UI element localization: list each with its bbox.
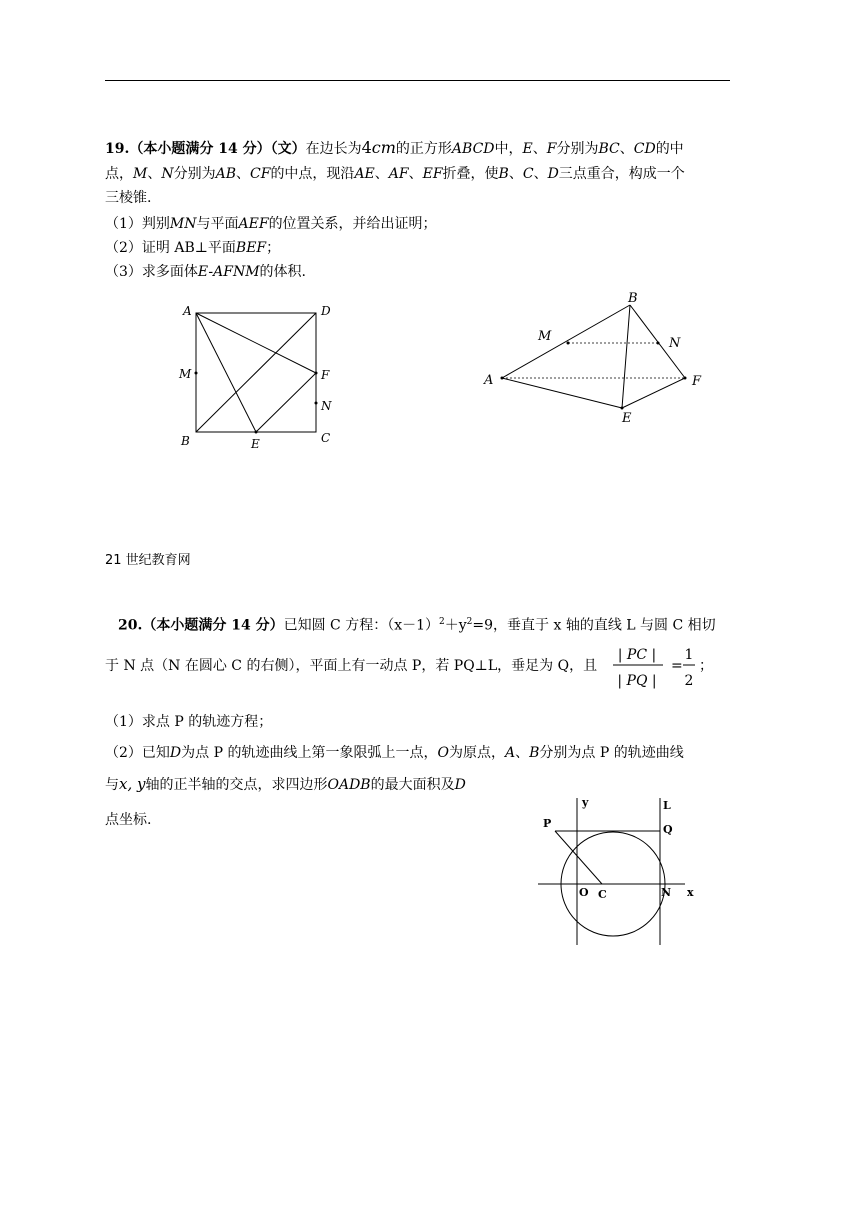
q19-item3: （3）求多面体E-AFNM的体积.: [105, 264, 306, 280]
fig3-label-o: O: [579, 886, 589, 899]
fig1-label-a: A: [183, 304, 192, 318]
q20-line1: 20.（本小题满分 14 分）已知圆 C 方程：$(x-1)^2+y^2=9$，垂直于 x 轴的直线 L 与圆 C 相切: [118, 617, 716, 634]
fig3-label-y: y: [582, 796, 589, 809]
source-label: 21 世纪教育网: [105, 553, 191, 568]
q19-number: 19.: [105, 141, 130, 157]
fig3-label-q: Q: [663, 823, 673, 836]
q20-number: 20.: [118, 617, 143, 634]
fig2-label-f: F: [692, 374, 702, 389]
fig1-label-f: F: [321, 368, 330, 382]
fig2-label-b: B: [628, 291, 638, 306]
fraction-denominator: | PQ |: [617, 673, 657, 689]
q19-line1: 19.（本小题满分 14 分）（文）在边长为4cm的正方形ABCD中，E、F分别为BC、CD的中: [105, 138, 684, 157]
q20-item1: （1）求点 P 的轨迹方程；: [105, 714, 273, 730]
fig1-label-d: D: [321, 304, 331, 318]
fig2-label-m: M: [538, 329, 552, 344]
fig3-label-x: x: [687, 886, 694, 899]
figure-square-abcd: [170, 296, 350, 456]
fig1-label-m: M: [179, 367, 192, 381]
rhs-numerator: 1: [684, 647, 694, 663]
fig3-label-n: N: [661, 886, 672, 899]
q19-item1: （1）判别MN与平面AEF的位置关系，并给出证明；: [105, 216, 437, 232]
fig1-label-b: B: [181, 434, 190, 448]
header-rule: [105, 80, 730, 81]
q20-header: （本小题满分 14 分）: [142, 617, 284, 634]
fig1-label-c: C: [321, 431, 331, 445]
fig1-label-n: N: [321, 399, 332, 413]
q20-line2: 于 N 点（N 在圆心 C 的右侧），平面上有一动点 P，若 PQ⊥L，垂足为 Q，且: [105, 658, 598, 674]
figure-tetrahedron: [478, 290, 708, 430]
q19-line3: 三棱锥.: [105, 190, 152, 206]
q20-item4: 点坐标.: [105, 812, 152, 828]
fig3-label-l: L: [663, 799, 671, 812]
q19-item2: （2）证明 AB⊥平面BEF；: [105, 240, 281, 256]
fig2-label-n: N: [669, 336, 681, 351]
q20-item3: 与x, y轴的正半轴的交点，求四边形OADB的最大面积及D: [105, 775, 466, 793]
rhs-denominator: 2: [684, 673, 694, 689]
fig2-label-e: E: [622, 411, 632, 426]
figure-circle-axes: [535, 795, 705, 955]
fraction-semicolon: ；: [699, 658, 713, 674]
fig1-label-e: E: [251, 437, 260, 451]
fig3-label-p: P: [543, 817, 552, 830]
fraction-equals: =: [671, 658, 683, 674]
fraction-numerator: | PC |: [617, 647, 657, 663]
fig2-label-a: A: [484, 373, 494, 388]
q19-header: （本小题满分 14 分）（文）: [129, 141, 306, 157]
q19-line2: 点，M、N分别为AB、CF的中点，现沿AE、AF、EF折叠，使B、C、D三点重合，构成一个: [105, 166, 685, 182]
fig3-label-c: C: [598, 888, 607, 901]
ratio-fraction: [607, 640, 711, 692]
q20-item2: （2）已知D为点 P 的轨迹曲线上第一象限弧上一点，O为原点，A、B分别为点 P 的轨迹曲线: [105, 745, 684, 761]
